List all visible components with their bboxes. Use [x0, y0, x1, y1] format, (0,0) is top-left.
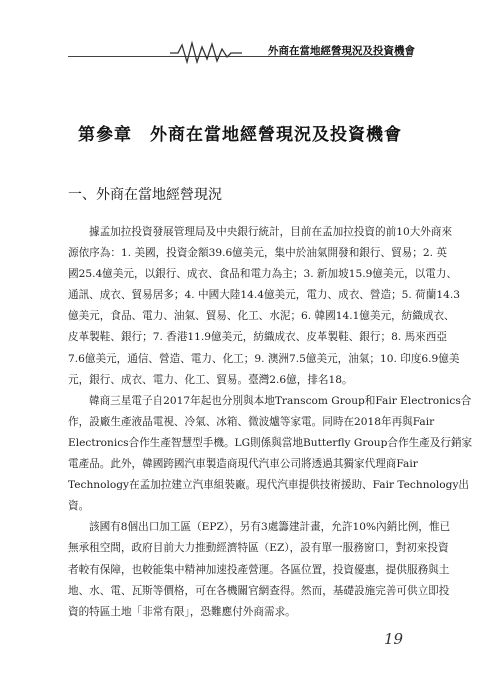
text-line: 億美元，食品、電力、油氣、貿易、化工、水泥；6. 韓國14.1億美元，紡織成衣、 — [68, 310, 455, 323]
paragraph-korean-firms — [68, 391, 473, 518]
body-text — [68, 222, 473, 623]
text-line: 資。 — [68, 500, 90, 513]
text-line: 資的特區土地「非常有限」，恐難應付外商需求。 — [68, 605, 296, 618]
section-title: 一、外商在當地經營現況 — [68, 187, 222, 203]
paragraph-top-investors — [68, 222, 460, 391]
text-line: 皮革製鞋、銀行；7. 香港11.9億美元，紡織成衣、皮革製鞋、銀行；8. 馬來西亞 — [68, 331, 447, 344]
text-line: 無承租空間，政府目前大力推動經濟特區（EZ），設有單一服務窗口，對初來投資 — [68, 542, 449, 555]
paragraph-export-zones — [68, 517, 451, 622]
text-line: 通訊、成衣、貿易居多；4. 中國大陸14.4億美元，電力、成衣、營造；5. 荷蘭14.3 — [68, 289, 460, 302]
text-line: 源依序為：1. 美國，投資金額39.6億美元，集中於油氣開發和銀行、貿易；2. 英 — [68, 247, 447, 260]
text-line: 者較有保障，也較能集中精神加速投產營運。各區位置，投資優惠，提供服務與土 — [68, 563, 450, 576]
text-line: 地、水、電、瓦斯等價格，可在各機關官網查得。然而，基礎設施完善可供立即投 — [68, 584, 450, 597]
page-number: 19 — [384, 630, 404, 648]
text-line: Technology在孟加拉建立汽車組裝廠。現代汽車提供技術援助、Fair Technology出 — [68, 479, 470, 492]
chapter-title: 第參章 外商在當地經營現況及投資機會 — [78, 125, 402, 145]
running-header-title: 外商在當地經營現況及投資機會 — [268, 45, 415, 57]
text-line: 韓商三星電子自2017年起也分別與本地Transcom Group和Fair Electronics合 — [89, 394, 472, 407]
text-line: 該國有8個出口加工區（EPZ），另有3處籌建計畫，允許10%內銷比例，惟已 — [89, 521, 451, 534]
heartbeat-icon — [170, 41, 242, 65]
text-line: 據孟加拉投資發展管理局及中央銀行統計，目前在孟加拉投資的前10大外商來 — [89, 226, 453, 238]
text-line: 作，設廠生產液晶電視、冷氣、冰箱、微波爐等家電。同時在2018年再與Fair — [68, 415, 435, 428]
text-line: 國25.4億美元，以銀行、成衣、食品和電力為主；3. 新加坡15.9億美元，以電力、 — [68, 268, 458, 281]
text-line: Electronics合作生產智慧型手機。LG則係與當地Butterfly Group合作生產及行銷家 — [68, 436, 473, 449]
text-line: 7.6億美元，通信、營造、電力、化工；9. 澳洲7.5億美元，油氣；10. 印度6.9億美 — [68, 352, 460, 365]
text-line: 電產品。此外，韓國跨國汽車製造商現代汽車公司將透過其獨家代理商Fair — [68, 458, 418, 471]
text-line: 元，銀行、成衣、電力、化工、貿易。臺灣2.6億，排名18。 — [68, 373, 353, 386]
